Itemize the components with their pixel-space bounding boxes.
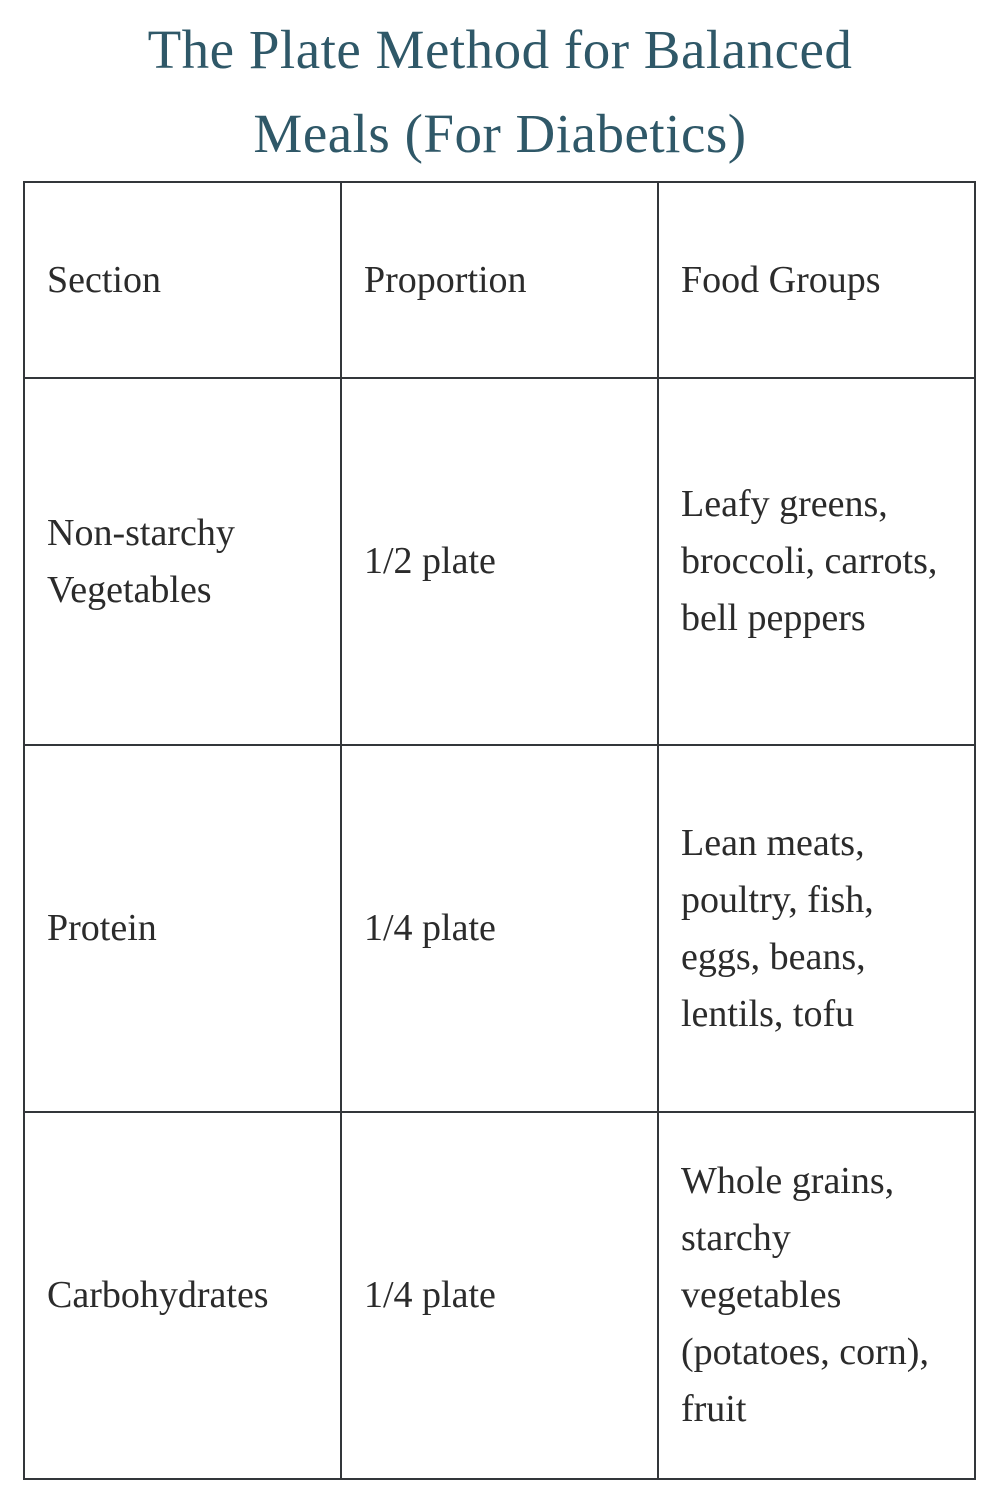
cell-food-groups: Whole grains, starchy vegetables (potatoes, corn), fruit bbox=[658, 1112, 975, 1479]
title-line-1: The Plate Method for Balanced bbox=[147, 19, 853, 80]
table-row bbox=[24, 378, 975, 745]
plate-method-table bbox=[23, 181, 976, 1480]
header-food-groups: Food Groups bbox=[658, 182, 975, 378]
header-proportion: Proportion bbox=[341, 182, 658, 378]
cell-section: Protein bbox=[24, 745, 341, 1112]
cell-section: Carbohydrates bbox=[24, 1112, 341, 1479]
cell-food-groups: Lean meats, poultry, fish, eggs, beans, lentils, tofu bbox=[658, 745, 975, 1112]
table-header-row bbox=[24, 182, 975, 378]
title-line-2: Meals (For Diabetics) bbox=[253, 103, 747, 164]
cell-proportion: 1/4 plate bbox=[341, 1112, 658, 1479]
page-title bbox=[0, 8, 1000, 176]
cell-section: Non-starchy Vegetables bbox=[24, 378, 341, 745]
cell-food-groups: Leafy greens, broccoli, carrots, bell peppers bbox=[658, 378, 975, 745]
table-row bbox=[24, 745, 975, 1112]
cell-proportion: 1/2 plate bbox=[341, 378, 658, 745]
cell-proportion: 1/4 plate bbox=[341, 745, 658, 1112]
table-row bbox=[24, 1112, 975, 1479]
header-section: Section bbox=[24, 182, 341, 378]
